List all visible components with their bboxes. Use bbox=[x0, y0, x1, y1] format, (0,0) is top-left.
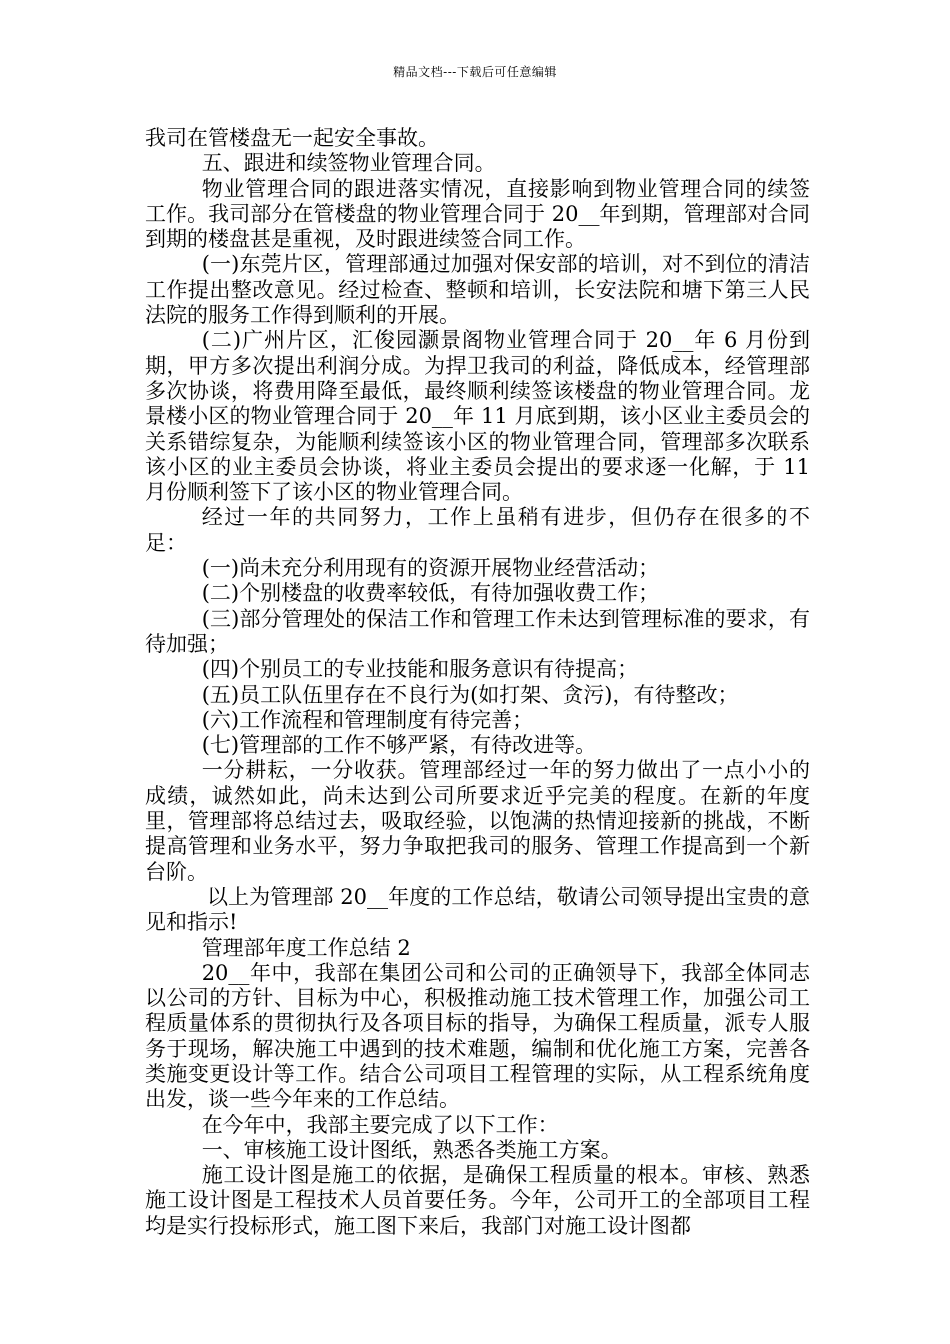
body-paragraph: 在今年中，我部主要完成了以下工作： bbox=[201, 1112, 559, 1137]
document-subtitle: 管理部年度工作总结 2 bbox=[201, 935, 411, 960]
body-paragraph: (一)东莞片区，管理部通过加强对保安部的培训，对不到位的清洁工作提出整改意见。经过检查、整顿和培训，长安法院和塘下第三人民法院的服务工作得到顺利的开展。 bbox=[145, 252, 810, 328]
body-paragraph: 我司在管楼盘无一起安全事故。 bbox=[145, 126, 439, 150]
body-paragraph: 物业管理合同的跟进落实情况，直接影响到物业管理合同的续签工作。我司部分在管楼盘的物业管理合同于 20__年到期，管理部对合同到期的楼盘甚是重视，及时跟进续签合同工作。 bbox=[145, 176, 810, 252]
list-item: (三)部分管理处的保洁工作和管理工作未达到管理标准的要求，有待加强； bbox=[145, 606, 810, 656]
list-item: (二)个别楼盘的收费率较低，有待加强收费工作； bbox=[201, 581, 660, 606]
page-header: 精品文档---下载后可任意编辑 bbox=[393, 65, 557, 79]
body-paragraph: 以上为管理部 20__年度的工作总结，敬请公司领导提出宝贵的意见和指示! bbox=[145, 884, 810, 935]
list-item: (五)员工队伍里存在不良行为(如打架、贪污)，有待整改； bbox=[201, 682, 739, 707]
list-item: (四)个别员工的专业技能和服务意识有待提高； bbox=[201, 657, 639, 682]
body-paragraph: 一分耕耘，一分收获。管理部经过一年的努力做出了一点小小的成绩，诚然如此，尚未达到公司所要求近乎完美的程度。在新的年度里，管理部将总结过去，吸取经验，以饱满的热情迎接新的挑战，不断提高管理和业务水平，努力争取把我司的服务、管理工作提高到一个新台阶。 bbox=[145, 758, 810, 884]
section-heading: 一、审核施工设计图纸，熟悉各类施工方案。 bbox=[201, 1137, 622, 1162]
list-item: (一)尚未充分利用现有的资源开展物业经营活动； bbox=[201, 556, 660, 581]
section-heading: 五、跟进和续签物业管理合同。 bbox=[201, 151, 496, 176]
document-body bbox=[145, 126, 810, 1239]
list-item: (六)工作流程和管理制度有待完善； bbox=[201, 707, 534, 732]
body-paragraph: 施工设计图是施工的依据，是确保工程质量的根本。审核、熟悉施工设计图是工程技术人员首要任务。今年，公司开工的全部项目工程均是实行投标形式，施工图下来后，我部门对施工设计图都 bbox=[145, 1163, 810, 1238]
body-paragraph: 经过一年的共同努力，工作上虽稍有进步，但仍存在很多的不足： bbox=[145, 505, 810, 555]
body-paragraph: (二)广州片区，汇俊园灏景阁物业管理合同于 20__年 6 月份到期，甲方多次提出利润分成。为捍卫我司的利益，降低成本，经管理部多次协谈，将费用降至最低，最终顺利续签该楼盘的物业管理合同。龙景楼小区的物业管理合同于 20__年 11 月底到期，该小区业主委员会的关系错综复杂，为能顺利续签该小区的物业管理合同，管理部多次联系该小区的业主委员会协谈，将业主委员会提出的要求逐一化解，于 11 月份顺利签下了该小区的物业管理合同。 bbox=[145, 328, 810, 505]
list-item: (七)管理部的工作不够严紧，有待改进等。 bbox=[201, 733, 597, 758]
body-paragraph: 20__年中，我部在集团公司和公司的正确领导下，我部全体同志以公司的方针、目标为中心，积极推动施工技术管理工作，加强公司工程质量体系的贯彻执行及各项目标的指导，为确保工程质量，派专人服务于现场，解决施工中遇到的技术难题，编制和优化施工方案，完善各类施变更设计等工作。结合公司项目工程管理的实际，从工程系统角度出发，谈一些今年来的工作总结。 bbox=[145, 960, 810, 1112]
